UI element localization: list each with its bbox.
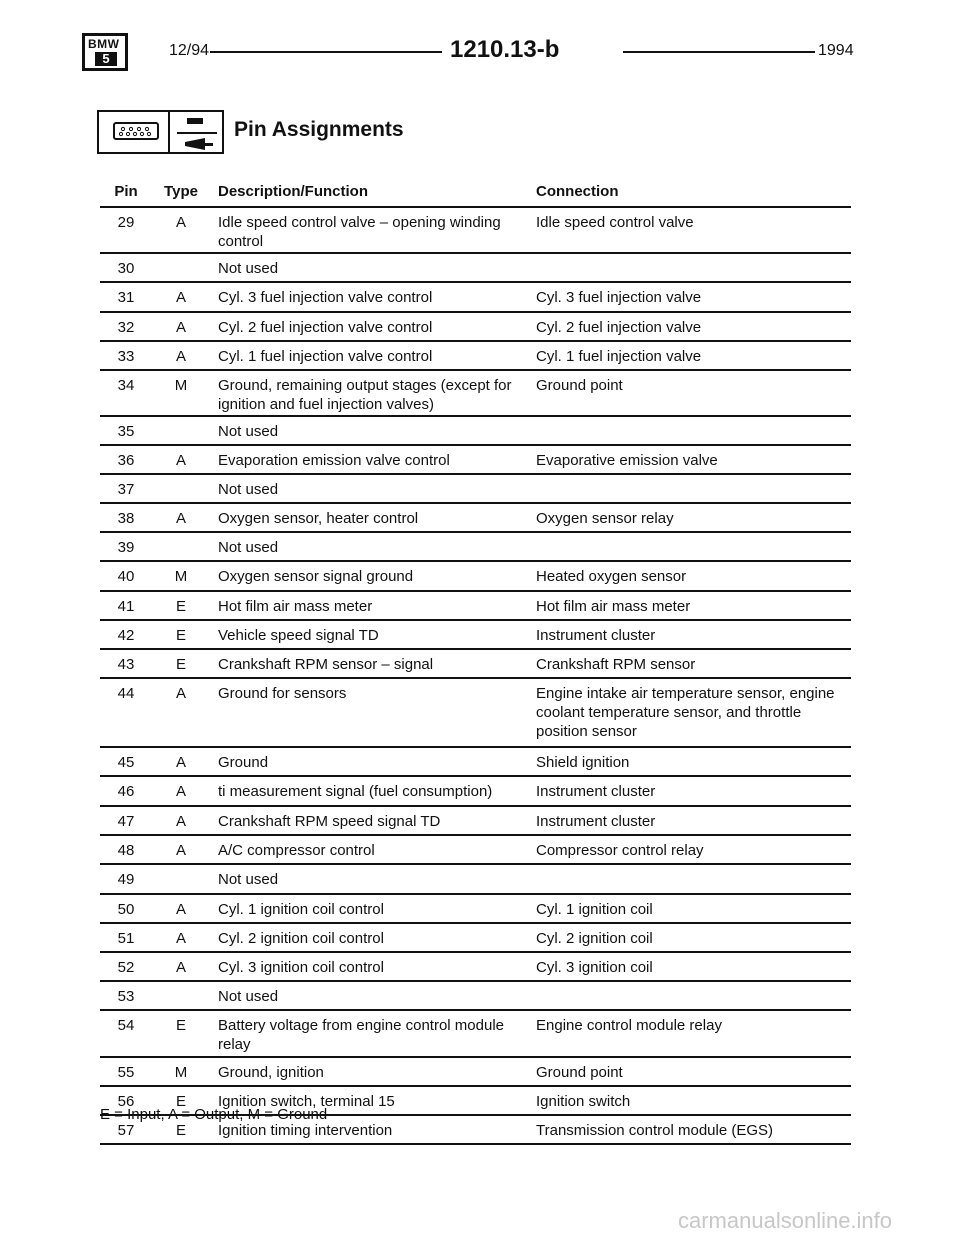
connection-cell: Oxygen sensor relay xyxy=(536,510,674,527)
table-row xyxy=(100,679,851,748)
description-cell: Hot film air mass meter xyxy=(218,598,373,615)
table-row xyxy=(100,1058,851,1087)
pin-cell: 35 xyxy=(117,423,135,440)
connection-cell: Engine intake air temperature sensor, engine coolant temperature sensor, and throttle position sensor xyxy=(536,685,835,740)
type-cell: A xyxy=(175,959,186,976)
connection-cell: Transmission control module (EGS) xyxy=(536,1122,774,1139)
description-cell: Not used xyxy=(218,871,279,888)
connection-cell: Idle speed control valve xyxy=(536,214,694,231)
description-cell: Ground, ignition xyxy=(218,1064,324,1081)
table-row xyxy=(100,313,851,342)
connection-cell: Heated oxygen sensor xyxy=(536,568,687,585)
logo-series: 5 xyxy=(95,52,117,66)
table-row xyxy=(100,283,851,313)
header-year: 1994 xyxy=(818,42,854,59)
type-cell: A xyxy=(175,901,186,918)
type-cell: E xyxy=(175,1122,186,1139)
connection-cell: Shield ignition xyxy=(536,754,630,771)
column-header-type: Type xyxy=(164,183,198,200)
type-cell: M xyxy=(174,1064,188,1081)
header-rule-right xyxy=(623,51,815,53)
type-cell: A xyxy=(175,452,186,469)
description-cell: Cyl. 1 fuel injection valve control xyxy=(218,348,433,365)
type-cell: E xyxy=(175,656,186,673)
description-cell: Ground xyxy=(218,754,269,771)
logo-text: BMW xyxy=(88,37,120,51)
connection-cell: Instrument cluster xyxy=(536,783,656,800)
connection-cell: Cyl. 2 ignition coil xyxy=(536,930,653,947)
table-row xyxy=(100,807,851,836)
pin-cell: 36 xyxy=(117,452,135,469)
table-row xyxy=(100,650,851,679)
table-row xyxy=(100,254,851,283)
description-cell: Battery voltage from engine control module relay xyxy=(218,1017,504,1053)
description-cell: A/C compressor control xyxy=(218,842,375,859)
pin-cell: 42 xyxy=(117,627,135,644)
column-header-pin: Pin xyxy=(114,183,138,200)
connection-cell: Cyl. 1 ignition coil xyxy=(536,901,653,918)
table-row xyxy=(100,504,851,533)
table-row xyxy=(100,777,851,807)
table-row xyxy=(100,982,851,1011)
description-cell: Cyl. 3 fuel injection valve control xyxy=(218,289,433,306)
description-cell: Ignition timing intervention xyxy=(218,1122,393,1139)
icon-box xyxy=(97,110,224,154)
table-body xyxy=(100,208,851,1145)
table-row xyxy=(100,836,851,865)
type-cell: E xyxy=(175,1017,186,1034)
pin-cell: 51 xyxy=(117,930,135,947)
connection-cell: Crankshaft RPM sensor xyxy=(536,656,696,673)
table-row xyxy=(100,475,851,504)
table-row xyxy=(100,748,851,777)
description-cell: Vehicle speed signal TD xyxy=(218,627,379,644)
pin-cell: 38 xyxy=(117,510,135,527)
type-cell: M xyxy=(174,568,188,585)
table-row xyxy=(100,621,851,650)
connection-cell: Cyl. 1 fuel injection valve xyxy=(536,348,702,365)
pin-cell: 39 xyxy=(117,539,135,556)
type-cell: E xyxy=(175,1093,186,1110)
connection-cell: Evaporative emission valve xyxy=(536,452,718,469)
table-row xyxy=(100,208,851,254)
connection-cell: Cyl. 2 fuel injection valve xyxy=(536,319,702,336)
watermark: carmanualsonline.info xyxy=(678,1208,893,1233)
plug-icon xyxy=(175,116,219,152)
connection-cell: Compressor control relay xyxy=(536,842,704,859)
type-cell: A xyxy=(175,842,186,859)
description-cell: Oxygen sensor signal ground xyxy=(218,568,414,585)
column-header-description: Description/Function xyxy=(218,183,368,200)
connection-cell: Ground point xyxy=(536,1064,623,1081)
description-cell: Cyl. 2 fuel injection valve control xyxy=(218,319,433,336)
connection-cell: Cyl. 3 fuel injection valve xyxy=(536,289,702,306)
type-cell: E xyxy=(175,598,186,615)
description-cell: ti measurement signal (fuel consumption) xyxy=(218,783,493,800)
pin-cell: 46 xyxy=(117,783,135,800)
bmw-logo xyxy=(82,33,128,71)
type-legend: E = Input, A = Output, M = Ground xyxy=(100,1106,328,1123)
type-cell: A xyxy=(175,214,186,231)
table-row xyxy=(100,371,851,417)
description-cell: Cyl. 3 ignition coil control xyxy=(218,959,384,976)
pin-cell: 54 xyxy=(117,1017,135,1034)
type-cell: A xyxy=(175,510,186,527)
connection-cell: Cyl. 3 ignition coil xyxy=(536,959,653,976)
connection-cell: Ignition switch xyxy=(536,1093,631,1110)
pin-cell: 57 xyxy=(117,1122,135,1139)
connection-cell: Hot film air mass meter xyxy=(536,598,691,615)
description-cell: Oxygen sensor, heater control xyxy=(218,510,419,527)
header-code: 1210.13-b xyxy=(450,36,560,63)
pin-cell: 43 xyxy=(117,656,135,673)
table-row xyxy=(100,342,851,371)
table-row xyxy=(100,865,851,895)
pin-cell: 37 xyxy=(117,481,135,498)
description-cell: Cyl. 1 ignition coil control xyxy=(218,901,384,918)
description-cell: Not used xyxy=(218,423,279,440)
pin-cell: 34 xyxy=(117,377,135,394)
connection-cell: Engine control module relay xyxy=(536,1017,722,1034)
table-row xyxy=(100,953,851,982)
pin-cell: 47 xyxy=(117,813,135,830)
type-cell: A xyxy=(175,289,186,306)
pin-cell: 49 xyxy=(117,871,135,888)
type-cell: A xyxy=(175,319,186,336)
connection-cell: Instrument cluster xyxy=(536,627,656,644)
type-cell: A xyxy=(175,348,186,365)
description-cell: Idle speed control valve – opening winding control xyxy=(218,214,501,250)
pin-cell: 56 xyxy=(117,1093,135,1110)
type-cell: A xyxy=(175,930,186,947)
pin-cell: 45 xyxy=(117,754,135,771)
pin-cell: 33 xyxy=(117,348,135,365)
type-cell: E xyxy=(175,627,186,644)
table-header xyxy=(100,180,851,208)
description-cell: Crankshaft RPM speed signal TD xyxy=(218,813,441,830)
pin-cell: 31 xyxy=(117,289,135,306)
connector-icon xyxy=(113,122,159,140)
description-cell: Not used xyxy=(218,539,279,556)
description-cell: Ignition switch, terminal 15 xyxy=(218,1093,395,1110)
pin-table xyxy=(100,180,851,1145)
connection-cell: Instrument cluster xyxy=(536,813,656,830)
connection-cell: Ground point xyxy=(536,377,623,394)
pin-cell: 53 xyxy=(117,988,135,1005)
pin-cell: 32 xyxy=(117,319,135,336)
type-cell: A xyxy=(175,813,186,830)
pin-cell: 30 xyxy=(117,260,135,277)
column-header-connection: Connection xyxy=(536,183,619,200)
page-header xyxy=(80,30,860,70)
table-row xyxy=(100,1011,851,1058)
pin-cell: 48 xyxy=(117,842,135,859)
description-cell: Evaporation emission valve control xyxy=(218,452,450,469)
description-cell: Ground for sensors xyxy=(218,685,347,702)
description-cell: Crankshaft RPM sensor – signal xyxy=(218,656,434,673)
pin-cell: 41 xyxy=(117,598,135,615)
type-cell: A xyxy=(175,754,186,771)
table-row xyxy=(100,924,851,953)
page-title: Pin Assignments xyxy=(234,118,404,141)
description-cell: Not used xyxy=(218,260,279,277)
pin-cell: 40 xyxy=(117,568,135,585)
table-row xyxy=(100,417,851,446)
table-row xyxy=(100,562,851,592)
pin-cell: 50 xyxy=(117,901,135,918)
header-rule-left xyxy=(210,51,442,53)
table-row xyxy=(100,446,851,475)
table-row xyxy=(100,895,851,924)
pin-cell: 55 xyxy=(117,1064,135,1081)
type-cell: A xyxy=(175,685,186,702)
description-cell: Not used xyxy=(218,988,279,1005)
icon-divider xyxy=(168,112,170,152)
pin-cell: 44 xyxy=(117,685,135,702)
pin-cell: 29 xyxy=(117,214,135,231)
description-cell: Ground, remaining output stages (except for ignition and fuel injection valves) xyxy=(218,377,512,413)
header-date: 12/94 xyxy=(169,42,210,59)
table-row xyxy=(100,592,851,621)
type-cell: A xyxy=(175,783,186,800)
description-cell: Not used xyxy=(218,481,279,498)
table-row xyxy=(100,533,851,562)
description-cell: Cyl. 2 ignition coil control xyxy=(218,930,384,947)
pin-cell: 52 xyxy=(117,959,135,976)
type-cell: M xyxy=(174,377,188,394)
